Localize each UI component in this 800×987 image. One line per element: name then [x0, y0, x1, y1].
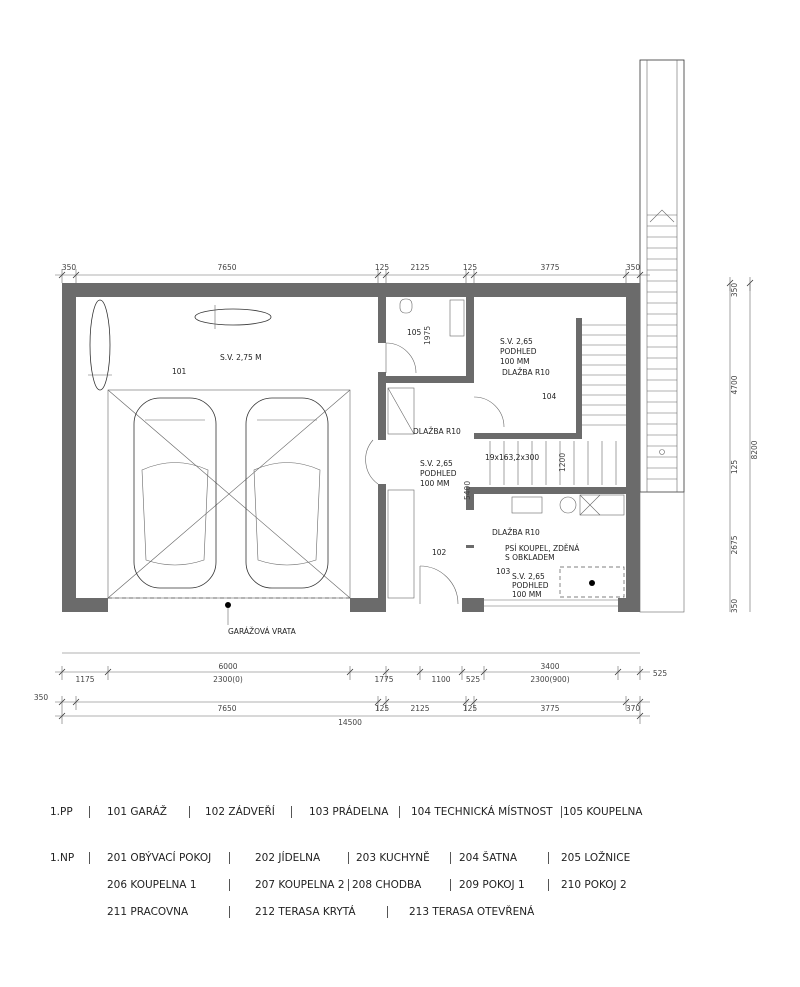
dimension-label: 125 — [374, 704, 390, 713]
room-101-number: 101 — [172, 367, 187, 376]
dimension-label: 2675 — [730, 535, 739, 555]
legend-np-label: 1.NP — [50, 852, 75, 864]
dimension-label: 350 — [625, 263, 641, 272]
garage-parking-area — [108, 390, 350, 598]
room-103-dog-bath-1: PSÍ KOUPEL, ZDĚNÁ — [505, 544, 580, 553]
dimension-label: 370 — [625, 704, 641, 713]
legend-item-211: 211 PRACOVNA — [107, 906, 189, 918]
dimension-label: 350 — [730, 598, 739, 614]
dimension-label: 2125 — [410, 263, 430, 272]
room-104-number: 104 — [542, 392, 557, 401]
dimension-label: 350 — [61, 263, 77, 272]
dimension-label: 3775 — [540, 704, 560, 713]
dimension-label: 4700 — [730, 375, 739, 395]
room-103-ceiling: PODHLED — [512, 581, 549, 590]
room-104-ceiling: PODHLED — [500, 347, 537, 356]
motorcycle-horizontal — [195, 305, 271, 329]
dimension-label: 3775 — [540, 263, 560, 272]
dimension-label: 7650 — [217, 704, 237, 713]
dimension-label: 125 — [462, 263, 478, 272]
legend-item-208: 208 CHODBA — [352, 879, 422, 891]
stairs-label: 19x163,2x300 — [485, 453, 540, 462]
room-105-dim: 1975 — [423, 325, 432, 345]
dimension-label: 125 — [730, 459, 739, 475]
legend-pp-label: 1.PP — [50, 806, 73, 818]
car-left — [134, 398, 216, 588]
dimension-label: 1175 — [75, 675, 95, 684]
garage-door-label: GARÁŽOVÁ VRATA — [228, 627, 296, 636]
dimension-label: 525 — [652, 669, 668, 678]
room-103-number: 103 — [496, 567, 511, 576]
dimension-lines — [55, 269, 753, 724]
dimension-label: 14500 — [338, 718, 362, 727]
external-staircase — [640, 60, 684, 612]
dimension-label: 2125 — [410, 704, 430, 713]
legend-item-207: 207 KOUPELNA 2 — [255, 879, 345, 891]
dimension-label: 6000 — [218, 662, 238, 671]
motorcycle-vertical — [88, 300, 112, 390]
room-101-note: S.V. 2,75 M — [220, 353, 262, 362]
dimension-label: 2300(0) — [213, 675, 243, 684]
dimension-label: 125 — [462, 704, 478, 713]
stairs-dim: 1200 — [558, 452, 567, 472]
legend-item-103: 103 PRÁDELNA — [309, 806, 389, 818]
dimension-label: 1100 — [431, 675, 451, 684]
legend-item-210: 210 POKOJ 2 — [561, 879, 627, 891]
room-104-sv: S.V. 2,65 — [500, 337, 533, 346]
room-105-number: 105 — [407, 328, 422, 337]
legend-item-202: 202 JÍDELNA — [255, 852, 321, 864]
dimension-label: 3400 — [540, 662, 560, 671]
dimension-label: 350 — [730, 282, 739, 298]
dimension-label: 525 — [465, 675, 481, 684]
dimension-label: 1775 — [374, 675, 394, 684]
room-103-ceiling-mm: 100 MM — [512, 590, 542, 599]
legend-item-105: 105 KOUPELNA — [563, 806, 643, 818]
legend-item-203: 203 KUCHYNĚ — [356, 852, 430, 864]
dimension-label: 7650 — [217, 263, 237, 272]
room-104-floor: DLAŽBA R10 — [502, 368, 550, 377]
dimension-label: 350 — [33, 693, 49, 702]
legend-item-212: 212 TERASA KRYTÁ — [255, 906, 356, 918]
corridor-dim: 5400 — [463, 480, 472, 500]
legend-item-213: 213 TERASA OTEVŘENÁ — [409, 906, 535, 918]
legend-item-205: 205 LOŽNICE — [561, 852, 631, 864]
room-102-ceiling-mm: 100 MM — [420, 479, 450, 488]
legend-item-102: 102 ZÁDVEŘÍ — [205, 806, 275, 818]
room-103-floor: DLAŽBA R10 — [492, 528, 540, 537]
room-103-dog-bath-2: S OBKLADEM — [505, 553, 555, 562]
legend-item-201: 201 OBÝVACÍ POKOJ — [107, 852, 212, 864]
car-right — [246, 398, 328, 588]
legend-item-206: 206 KOUPELNA 1 — [107, 879, 197, 891]
room-102-sv: S.V. 2,65 — [420, 459, 453, 468]
room-103-sv: S.V. 2,65 — [512, 572, 545, 581]
room-102-ceiling: PODHLED — [420, 469, 457, 478]
room-102-floor: DLAŽBA R10 — [413, 427, 461, 436]
legend-item-104: 104 TECHNICKÁ MÍSTNOST — [411, 806, 553, 818]
room-104-ceiling-mm: 100 MM — [500, 357, 530, 366]
garage-door-marker — [225, 602, 231, 608]
dimension-label: 8200 — [750, 440, 759, 460]
legend-item-204: 204 ŠATNA — [459, 852, 518, 864]
room-102-number: 102 — [432, 548, 447, 557]
legend-item-209: 209 POKOJ 1 — [459, 879, 525, 891]
legend-item-101: 101 GARÁŽ — [107, 806, 167, 818]
dimension-label: 2300(900) — [530, 675, 570, 684]
dimension-label: 125 — [374, 263, 390, 272]
